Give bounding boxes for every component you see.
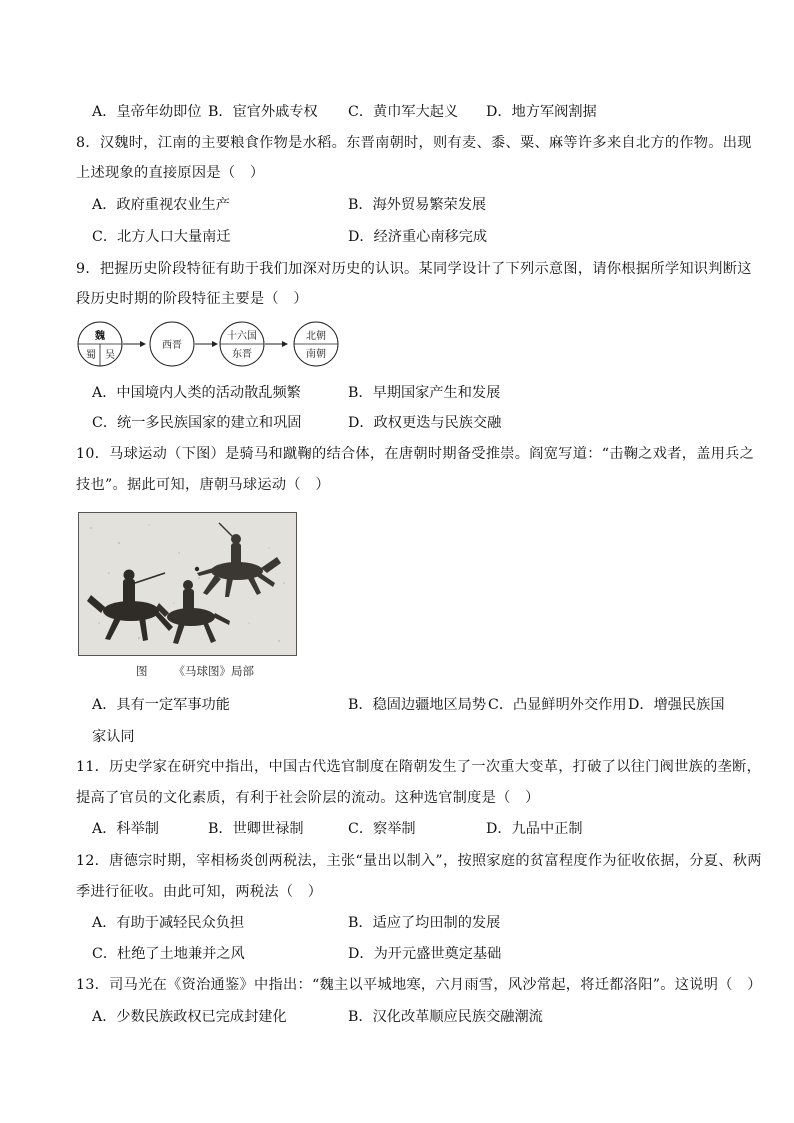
q13-option-a: A．少数民族政权已完成封建化 (92, 1009, 287, 1025)
q13-stem-line1: 13．司马光在《资治通鉴》中指出：“魏主以平城地寒，六月雨雪，风沙常起，将迁都洛阳”。这说明（ ） (76, 977, 762, 993)
q11-option-b: B．世卿世禄制 (208, 821, 304, 837)
q10-stem-line1: 10．马球运动（下图）是骑马和蹴鞠的结合体，在唐朝时期备受推崇。阎宽写道：“击鞠之戏者，盖用兵之 (76, 446, 755, 462)
diagram-label-southern-dynasties: 南朝 (306, 349, 326, 360)
q9-option-b: B．早期国家产生和发展 (348, 385, 501, 401)
q11-stem-line1: 11．历史学家在研究中指出，中国古代选官制度在隋朝发生了一次重大变革，打破了以往门阀世族的垄断， (76, 759, 762, 775)
q10-option-c: C．凸显鲜明外交作用 (488, 697, 627, 713)
q12-option-d: D．为开元盛世奠定基础 (348, 946, 502, 962)
diagram-label-eastern-jin: 东晋 (232, 349, 252, 360)
q10-stem-line2: 技也”。据此可知，唐朝马球运动（ ） (76, 477, 330, 493)
q8-stem-line2: 上述现象的直接原因是（ ） (76, 165, 265, 181)
diagram-label-sixteen-kingdoms: 十六国 (227, 331, 257, 342)
q7-option-b: B．宦官外戚专权 (208, 104, 318, 120)
q8-option-d: D．经济重心南移完成 (348, 229, 488, 245)
q12-option-c: C．杜绝了土地兼并之风 (92, 946, 245, 962)
polo-painting-image (78, 512, 297, 656)
q9-option-a: A．中国境内人类的活动散乱频繁 (92, 385, 301, 401)
diagram-label-northern-dynasties: 北朝 (306, 331, 326, 342)
q10-option-d: D．增强民族国 (628, 697, 725, 713)
q11-option-a: A．科举制 (92, 821, 159, 837)
q8-option-a: A．政府重视农业生产 (92, 197, 230, 213)
polo-image-caption (136, 663, 254, 679)
q11-option-d: D．九品中正制 (486, 821, 583, 837)
q10-option-d-continued: 家认同 (92, 729, 135, 745)
q9-stem-line1: 9．把握历史阶段特征有助于我们加深对历史的认识。某同学设计了下列示意图，请你根据所学知识判断这 (76, 261, 752, 277)
q9-stem-line2: 段历史时期的阶段特征主要是（ ） (76, 291, 308, 307)
q12-stem-line2: 季进行征收。由此可知，两税法（ ） (76, 884, 323, 900)
q8-stem-line1: 8．汉魏时，江南的主要粮食作物是水稻。东晋南朝时，则有麦、黍、粟、麻等许多来自北方的作物。出现 (76, 135, 752, 151)
q9-option-c: C．统一多民族国家的建立和巩固 (92, 415, 302, 431)
diagram-label-western-jin: 西晋 (162, 340, 182, 351)
q13-option-b: B．汉化改革顺应民族交融潮流 (348, 1009, 543, 1025)
q7-option-c: C．黄巾军大起义 (348, 104, 459, 120)
q8-option-b: B．海外贸易繁荣发展 (348, 197, 487, 213)
q11-option-c: C．察举制 (348, 821, 416, 837)
dynasty-flow-diagram (76, 321, 348, 367)
diagram-label-wei: 魏 (95, 331, 105, 342)
caption-title: 《马球图》局部 (173, 664, 254, 678)
q12-stem-line1: 12．唐德宗时期，宰相杨炎创两税法，主张“量出以制入”，按照家庭的贫富程度作为征收依据，分夏、秋两 (76, 853, 762, 869)
diagram-label-shu: 蜀 (86, 350, 96, 361)
q12-option-b: B．适应了均田制的发展 (348, 915, 501, 931)
q8-option-c: C．北方人口大量南迁 (92, 229, 231, 245)
q7-option-d: D．地方军阀割据 (486, 104, 597, 120)
q12-option-a: A．有助于减轻民众负担 (92, 915, 245, 931)
q10-option-a: A．具有一定军事功能 (92, 697, 230, 713)
q9-option-d: D．政权更迭与民族交融 (348, 415, 502, 431)
q11-stem-line2: 提高了官员的文化素质，有利于社会阶层的流动。这种选官制度是（ ） (76, 790, 540, 806)
diagram-label-wu: 吴 (105, 350, 115, 361)
caption-label: 图 (136, 664, 148, 678)
q7-option-a: A．皇帝年幼即位 (92, 104, 202, 120)
q10-option-b: B．稳固边疆地区局势 (348, 697, 487, 713)
